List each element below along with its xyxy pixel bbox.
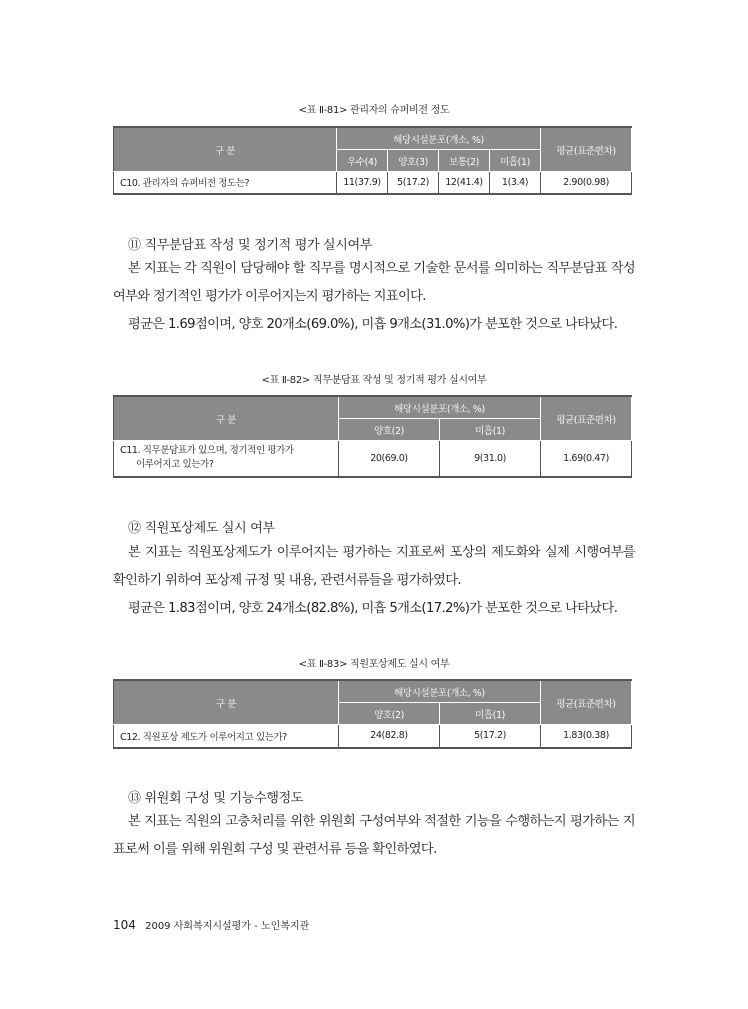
section-heading-11: ⑪ 직무분담표 작성 및 정기적 평가 실시여부: [128, 238, 373, 253]
table-cell: 5(17.2): [440, 725, 541, 748]
header-mean: 평균(표준편차): [541, 396, 632, 441]
table-cell: 12(41.4): [439, 172, 490, 194]
header-label: 구 분: [114, 127, 337, 172]
page-number: 104: [113, 918, 136, 932]
paragraph: 본 지표는 직원포상제도가 이루어지는 평가하는 지표로써 포상의 제도화와 실제 시행여부를 확인하기 위하여 포상제 규정 및 내용, 관련서류들을 평가하였다.: [113, 545, 635, 588]
row-label: C10. 관리자의 슈퍼비전 정도는?: [114, 172, 337, 194]
footer-title: 2009 사회복지시설평가 - 노인복지관: [145, 921, 310, 932]
header-group: 해당시설분포(개소, %): [339, 396, 541, 419]
header-label: 구 분: [114, 680, 339, 725]
paragraph: 평균은 1.69점이며, 양호 20개소(69.0%), 미흡 9개소(31.0%)가 분포한 것으로 나타났다.: [128, 317, 618, 332]
mean-cell: 2.90(0.98): [541, 172, 632, 194]
table-row: [114, 441, 632, 477]
section-heading-12: ⑫ 직원포상제도 실시 여부: [128, 521, 275, 536]
header-mean: 평균(표준편차): [541, 680, 632, 725]
mean-cell: 1.69(0.47): [541, 441, 632, 477]
table-83: [113, 679, 632, 749]
column-header: 미흡(1): [490, 150, 541, 172]
table-81: [113, 126, 632, 195]
section-heading-13: ⑬ 위원회 구성 및 기능수행정도: [128, 791, 304, 806]
row-label-line: 이루어지고 있는가?: [136, 459, 214, 471]
column-header: 양호(2): [339, 703, 440, 725]
header-group: 해당시설분포(개소, %): [337, 127, 541, 150]
page-footer: [113, 917, 309, 932]
column-header: 미흡(1): [440, 703, 541, 725]
table-row: [114, 172, 632, 194]
section-body-12: [113, 539, 635, 623]
table-caption-82: <표 Ⅱ-82> 직무분담표 작성 및 정기적 평가 실시여부: [261, 375, 487, 386]
row-label-line: C11. 직무분담표가 있으며, 정기적인 평가가: [120, 445, 294, 457]
table-cell: 9(31.0): [440, 441, 541, 477]
column-header: 양호(3): [388, 150, 439, 172]
row-label: [114, 441, 339, 477]
column-header: 미흡(1): [440, 419, 541, 441]
row-label: C12. 직원포상 제도가 이루어지고 있는가?: [114, 725, 339, 748]
mean-cell: 1.83(0.38): [541, 725, 632, 748]
table-cell: 11(37.9): [337, 172, 388, 194]
column-header: 양호(2): [339, 419, 440, 441]
header-group: 해당시설분포(개소, %): [339, 680, 541, 703]
header-label: 구 분: [114, 396, 339, 441]
column-header: 우수(4): [337, 150, 388, 172]
table-row: [114, 725, 632, 748]
paragraph: 본 지표는 각 직원이 담당해야 할 직무를 명시적으로 기술한 문서를 의미하는 직무분담표 작성여부와 정기적인 평가가 이루어지는지 평가하는 지표이다.: [113, 261, 635, 304]
paragraph: 본 지표는 직원의 고충처리를 위한 위원회 구성여부와 적절한 기능을 수행하는지 평가하는 지표로써 이를 위해 위원회 구성 및 관련서류 등을 확인하였다.: [113, 814, 635, 857]
table-cell: 20(69.0): [339, 441, 440, 477]
table-caption-81: <표 Ⅱ-81> 관리자의 슈퍼비전 정도: [298, 105, 450, 116]
column-header: 보통(2): [439, 150, 490, 172]
table-cell: 5(17.2): [388, 172, 439, 194]
header-mean: 평균(표준편차): [541, 127, 632, 172]
table-82: [113, 395, 632, 478]
paragraph: 평균은 1.83점이며, 양호 24개소(82.8%), 미흡 5개소(17.2%)가 분포한 것으로 나타났다.: [128, 601, 618, 616]
table-caption-83: <표 Ⅱ-83> 직원포상제도 실시 여부: [298, 659, 450, 670]
section-body-11: [113, 255, 635, 339]
section-body-13: [113, 808, 635, 864]
table-cell: 24(82.8): [339, 725, 440, 748]
table-cell: 1(3.4): [490, 172, 541, 194]
